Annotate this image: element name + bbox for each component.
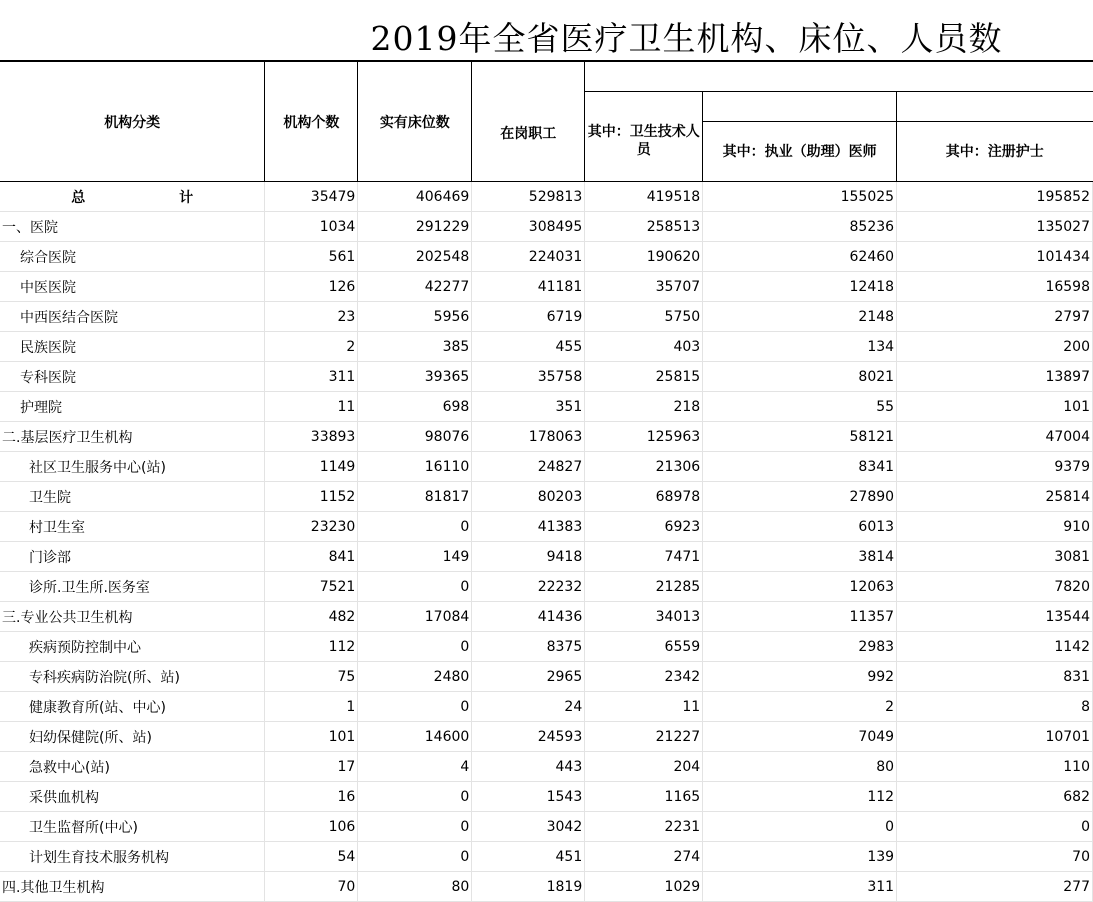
table-cell: 1543 [472,782,585,812]
table-cell: 75 [265,662,358,692]
table-row [0,812,1093,842]
row-label: 健康教育所(站、中心) [0,692,265,722]
table-row [0,332,1093,362]
table-row [0,422,1093,452]
table-cell: 291229 [358,212,472,242]
table-cell: 27890 [703,482,897,512]
table-cell: 0 [358,632,472,662]
row-label: 一、医院 [0,212,265,242]
row-label: 社区卫生服务中心(站) [0,452,265,482]
table-cell: 195852 [897,182,1093,212]
table-cell: 403 [585,332,703,362]
table-cell: 58121 [703,422,897,452]
table-cell: 204 [585,752,703,782]
table-cell: 35479 [265,182,358,212]
table-cell: 25815 [585,362,703,392]
table-row [0,842,1093,872]
row-label: 中医医院 [0,272,265,302]
table-cell: 9379 [897,452,1093,482]
table-cell: 0 [358,572,472,602]
table-cell: 41383 [472,512,585,542]
row-label: 诊所.卫生所.医务室 [0,572,265,602]
table-cell: 70 [265,872,358,902]
table-cell: 1142 [897,632,1093,662]
table-cell: 23230 [265,512,358,542]
row-label: 疾病预防控制中心 [0,632,265,662]
table-cell: 21285 [585,572,703,602]
row-label: 村卫生室 [0,512,265,542]
table-cell: 274 [585,842,703,872]
table-cell: 6559 [585,632,703,662]
table-cell: 529813 [472,182,585,212]
table-cell: 55 [703,392,897,422]
table-cell: 0 [358,812,472,842]
table-cell: 385 [358,332,472,362]
table-row [0,212,1093,242]
table-cell: 1034 [265,212,358,242]
table-cell: 8341 [703,452,897,482]
header-staff: 在岗职工 [472,61,585,181]
table-cell: 2480 [358,662,472,692]
table-cell: 311 [265,362,358,392]
table-cell: 16598 [897,272,1093,302]
table-cell: 258513 [585,212,703,242]
table-cell: 47004 [897,422,1093,452]
row-label: 门诊部 [0,542,265,572]
header-category: 机构分类 [0,61,265,181]
table-cell: 12063 [703,572,897,602]
table-cell: 13544 [897,602,1093,632]
table-cell: 149 [358,542,472,572]
row-label: 采供血机构 [0,782,265,812]
table-cell: 2148 [703,302,897,332]
table-cell: 11357 [703,602,897,632]
table-row [0,482,1093,512]
table-row [0,242,1093,272]
table-cell: 80203 [472,482,585,512]
table-row [0,182,1093,212]
row-label: 妇幼保健院(所、站) [0,722,265,752]
row-label: 护理院 [0,392,265,422]
table-cell: 1 [265,692,358,722]
table-cell: 41181 [472,272,585,302]
table-cell: 16110 [358,452,472,482]
table-cell: 311 [703,872,897,902]
table-cell: 62460 [703,242,897,272]
row-label: 专科医院 [0,362,265,392]
table-cell: 14600 [358,722,472,752]
table-cell: 200 [897,332,1093,362]
row-label: 专科疾病防治院(所、站) [0,662,265,692]
header-beds: 实有床位数 [358,61,472,181]
header-nurses: 其中：注册护士 [897,121,1093,181]
table-cell: 12418 [703,272,897,302]
table-row [0,602,1093,632]
table-cell: 17084 [358,602,472,632]
table-row [0,452,1093,482]
table-cell: 1029 [585,872,703,902]
row-label: 卫生院 [0,482,265,512]
table-row [0,752,1093,782]
table-cell: 9418 [472,542,585,572]
table-row [0,362,1093,392]
table-cell: 85236 [703,212,897,242]
table-cell: 81817 [358,482,472,512]
table-cell: 35758 [472,362,585,392]
table-cell: 134 [703,332,897,362]
table-cell: 451 [472,842,585,872]
table-row [0,692,1093,722]
table-cell: 0 [358,512,472,542]
table-cell: 3042 [472,812,585,842]
table-cell: 42277 [358,272,472,302]
table-cell: 190620 [585,242,703,272]
table-cell: 24827 [472,452,585,482]
table-cell: 2 [265,332,358,362]
table-cell: 22232 [472,572,585,602]
table-cell: 70 [897,842,1093,872]
table-row [0,392,1093,422]
table-cell: 54 [265,842,358,872]
table-cell: 17 [265,752,358,782]
table-cell: 0 [703,812,897,842]
table-cell: 277 [897,872,1093,902]
row-label: 综合医院 [0,242,265,272]
table-row [0,572,1093,602]
table-cell: 68978 [585,482,703,512]
table-cell: 3081 [897,542,1093,572]
table-cell: 698 [358,392,472,422]
table-cell: 1149 [265,452,358,482]
table-cell: 98076 [358,422,472,452]
header-health-tech: 其中：卫生技术人员 [585,91,703,181]
table-cell: 2983 [703,632,897,662]
table-cell: 218 [585,392,703,422]
table-cell: 1152 [265,482,358,512]
table-row [0,632,1093,662]
table-cell: 992 [703,662,897,692]
table-cell: 101 [897,392,1093,422]
table-cell: 35707 [585,272,703,302]
table-cell: 443 [472,752,585,782]
table-cell: 7471 [585,542,703,572]
table-cell: 33893 [265,422,358,452]
table-cell: 8375 [472,632,585,662]
row-label: 总 计 [0,182,265,212]
table-cell: 910 [897,512,1093,542]
table-cell: 41436 [472,602,585,632]
header-institutions: 机构个数 [265,61,358,181]
row-label: 卫生监督所(中心) [0,812,265,842]
table-cell: 125963 [585,422,703,452]
table-row [0,782,1093,812]
table-row [0,512,1093,542]
table-row [0,302,1093,332]
table-cell: 106 [265,812,358,842]
table-cell: 112 [703,782,897,812]
table-cell: 110 [897,752,1093,782]
table-row [0,662,1093,692]
table-cell: 7049 [703,722,897,752]
table-cell: 4 [358,752,472,782]
header-physicians: 其中：执业（助理）医师 [703,121,897,181]
table-cell: 2 [703,692,897,722]
table-row [0,272,1093,302]
table-cell: 2797 [897,302,1093,332]
table-cell: 0 [358,842,472,872]
table-cell: 24593 [472,722,585,752]
table-cell: 135027 [897,212,1093,242]
table-cell: 25814 [897,482,1093,512]
table-cell: 8 [897,692,1093,722]
table-cell: 178063 [472,422,585,452]
row-label: 中西医结合医院 [0,302,265,332]
table-cell: 2342 [585,662,703,692]
table-cell: 351 [472,392,585,422]
table-row [0,542,1093,572]
table-cell: 21227 [585,722,703,752]
table-cell: 0 [897,812,1093,842]
table-cell: 16 [265,782,358,812]
table-header [0,61,1093,182]
table-cell: 7820 [897,572,1093,602]
table-cell: 80 [703,752,897,782]
table-cell: 6923 [585,512,703,542]
table-cell: 0 [358,782,472,812]
row-label: 民族医院 [0,332,265,362]
table-cell: 3814 [703,542,897,572]
table-cell: 126 [265,272,358,302]
table-cell: 2231 [585,812,703,842]
data-table [0,60,1093,902]
table-cell: 155025 [703,182,897,212]
table-cell: 7521 [265,572,358,602]
page-title: 2019年全省医疗卫生机构、床位、人员数 [370,19,1003,58]
table-cell: 139 [703,842,897,872]
table-cell: 101 [265,722,358,752]
table-cell: 10701 [897,722,1093,752]
table-cell: 11 [585,692,703,722]
table-cell: 682 [897,782,1093,812]
row-label: 二.基层医疗卫生机构 [0,422,265,452]
row-label: 计划生育技术服务机构 [0,842,265,872]
table-cell: 5956 [358,302,472,332]
table-cell: 21306 [585,452,703,482]
table-cell: 6013 [703,512,897,542]
table-cell: 112 [265,632,358,662]
table-cell: 23 [265,302,358,332]
table-cell: 34013 [585,602,703,632]
table-cell: 24 [472,692,585,722]
table-cell: 1819 [472,872,585,902]
row-label: 四.其他卫生机构 [0,872,265,902]
table-cell: 1165 [585,782,703,812]
table-cell: 80 [358,872,472,902]
table-cell: 0 [358,692,472,722]
table-cell: 39365 [358,362,472,392]
row-label: 急救中心(站) [0,752,265,782]
row-label: 三.专业公共卫生机构 [0,602,265,632]
table-cell: 224031 [472,242,585,272]
table-row [0,872,1093,902]
table-cell: 455 [472,332,585,362]
table-cell: 841 [265,542,358,572]
table-cell: 2965 [472,662,585,692]
table-cell: 11 [265,392,358,422]
table-cell: 6719 [472,302,585,332]
table-cell: 101434 [897,242,1093,272]
table-cell: 419518 [585,182,703,212]
table-cell: 202548 [358,242,472,272]
table-row [0,722,1093,752]
table-body [0,182,1093,902]
table-cell: 406469 [358,182,472,212]
table-cell: 831 [897,662,1093,692]
table-cell: 482 [265,602,358,632]
table-cell: 5750 [585,302,703,332]
table-cell: 8021 [703,362,897,392]
table-cell: 561 [265,242,358,272]
table-cell: 308495 [472,212,585,242]
table-cell: 13897 [897,362,1093,392]
